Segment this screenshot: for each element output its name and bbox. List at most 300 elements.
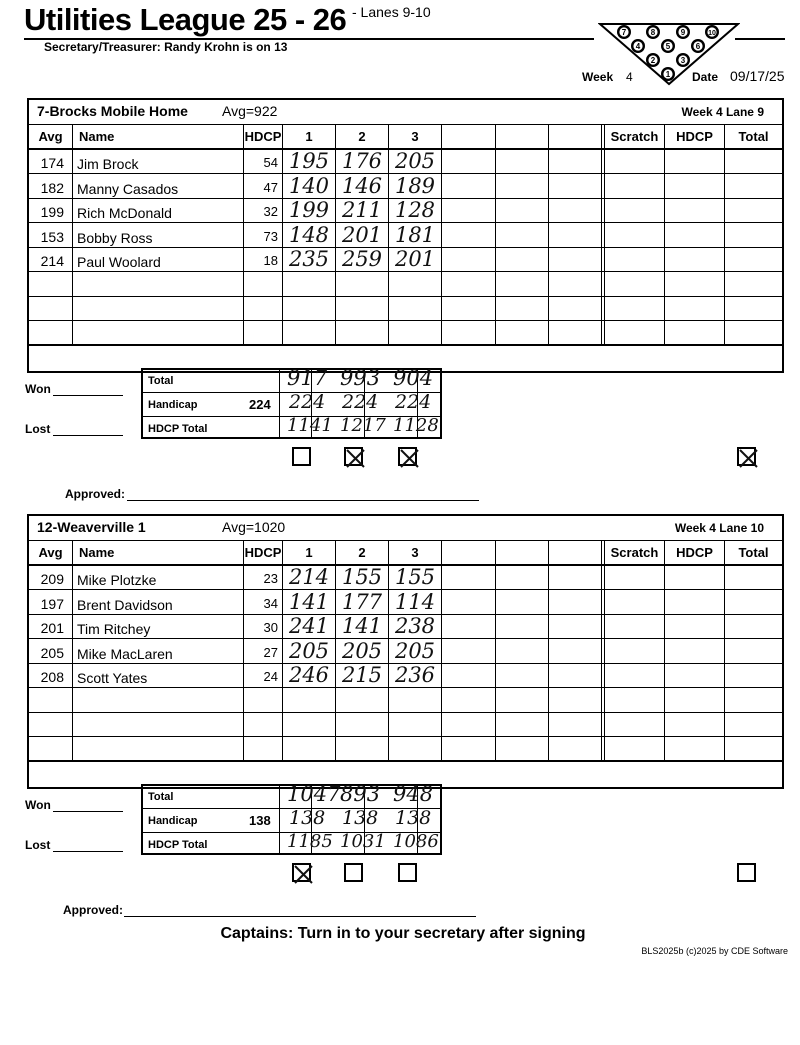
cell-e1 [441, 297, 495, 321]
bowler-row [29, 566, 782, 591]
column-header-hdcp: HDCP [243, 125, 282, 148]
cell-hdcp [243, 688, 282, 712]
column-header-row [29, 541, 782, 566]
game-score-3: 238 [388, 615, 441, 639]
league-title: Utilities League 25 - 26 [24, 2, 347, 37]
bowler-handicap: 23 [243, 566, 282, 590]
team-total-g2: 993 [340, 365, 381, 390]
cell-e3 [548, 297, 601, 321]
column-header-avg: Avg [38, 544, 63, 560]
bowler-average: 182 [40, 179, 64, 196]
team-handicap: 224 [249, 396, 271, 412]
week-value: 4 [626, 70, 633, 84]
bowler-average: 214 [40, 253, 64, 269]
totals-section [25, 781, 784, 917]
cell-hdcp_total [664, 615, 724, 639]
cell-scratch [604, 664, 664, 688]
cell-e3 [548, 737, 601, 760]
empty-row [29, 713, 782, 738]
team-handicap-g3: 224 [395, 390, 432, 413]
game-score-2: 177 [335, 590, 388, 614]
week-lane-label: Week 4 Lane 10 [674, 521, 764, 535]
secretary-note: Secretary/Treasurer: Randy Krohn is on 13 [44, 40, 288, 54]
game-score-1: 214 [282, 566, 335, 590]
column-header-total: Total [724, 125, 782, 148]
pin-triangle-icon [598, 22, 740, 86]
cell-e2 [495, 615, 548, 639]
handicap-label: Handicap [148, 814, 198, 827]
pin-number: 1 [665, 70, 671, 79]
team-handicap-g1: 138 [289, 806, 326, 829]
approved-label: Approved: [63, 902, 123, 917]
win-checkbox-total[interactable] [737, 863, 756, 882]
cell-e3 [548, 248, 601, 272]
cell-hdcp_total [664, 639, 724, 663]
totals-box [141, 365, 442, 439]
game-score-3: 236 [388, 664, 441, 688]
column-header-e3 [548, 125, 601, 148]
cell-g2 [335, 713, 388, 737]
team-handicap-g1: 224 [289, 390, 326, 413]
team-handicap-g2: 138 [342, 806, 379, 829]
cell-total [724, 150, 782, 174]
score-table [27, 514, 784, 789]
game-score-2: 155 [335, 566, 388, 590]
column-header-hdcp_total: HDCP [664, 125, 724, 148]
game-score-3: 205 [388, 150, 441, 174]
cell-g1 [282, 713, 335, 737]
cell-g1 [282, 272, 335, 296]
won-line [53, 811, 123, 812]
cell-g3 [388, 272, 441, 296]
cell-total [724, 223, 782, 247]
game-score-2: 176 [335, 150, 388, 174]
pin-number: 7 [621, 28, 627, 37]
cell-scratch [604, 590, 664, 614]
team-total-g1: 1047 [287, 781, 341, 806]
copyright-note: BLS2025b (c)2025 by CDE Software [641, 946, 788, 956]
pin-number: 6 [695, 42, 701, 51]
cell-hdcp_total [664, 150, 724, 174]
game-score-1: 235 [282, 248, 335, 272]
bowler-handicap: 73 [243, 223, 282, 247]
cell-g1 [282, 321, 335, 344]
cell-e2 [495, 713, 548, 737]
total-label: Total [148, 790, 174, 803]
cell-hdcp_total [664, 248, 724, 272]
cell-e2 [495, 199, 548, 223]
header-rule-right [735, 38, 785, 40]
cell-hdcp_total [664, 590, 724, 614]
game-score-3: 128 [388, 199, 441, 223]
cell-e1 [441, 737, 495, 760]
cell-total [724, 248, 782, 272]
totals-box [141, 781, 442, 855]
cell-e2 [495, 688, 548, 712]
column-header-g1: 1 [282, 541, 335, 564]
bowler-average: 197 [40, 595, 64, 612]
column-header-g3: 3 [388, 541, 441, 564]
team-average: Avg=1020 [222, 519, 286, 535]
cell-scratch [604, 199, 664, 223]
cell-e1 [441, 713, 495, 737]
cell-scratch [604, 150, 664, 174]
cell-e1 [441, 639, 495, 663]
cell-avg [29, 297, 72, 321]
lost-line [53, 435, 123, 436]
check-mark-icon [736, 446, 761, 471]
cell-total [724, 321, 782, 344]
bowler-row [29, 664, 782, 689]
column-header-scratch: Scratch [604, 125, 664, 148]
column-header-row [29, 125, 782, 150]
bowler-row [29, 223, 782, 248]
cell-e1 [441, 688, 495, 712]
divider [279, 370, 280, 437]
game-score-3: 189 [388, 174, 441, 198]
cell-e1 [441, 199, 495, 223]
cell-total [724, 566, 782, 590]
bowler-name: Brent Davidson [72, 590, 243, 614]
team-handicap-g2: 224 [342, 390, 379, 413]
won-line [53, 395, 123, 396]
cell-name [72, 272, 243, 296]
cell-e2 [495, 639, 548, 663]
lost-label: Lost [25, 837, 51, 852]
pin-number: 4 [635, 42, 641, 51]
team-hdcp-total-g3: 1128 [393, 414, 439, 436]
bowler-handicap: 54 [243, 150, 282, 174]
cell-e2 [495, 248, 548, 272]
game-score-2: 259 [335, 248, 388, 272]
game-score-1: 140 [282, 174, 335, 198]
total-label: Total [148, 374, 174, 387]
cell-hdcp [243, 321, 282, 344]
cell-total [724, 590, 782, 614]
cell-e2 [495, 150, 548, 174]
cell-avg [29, 321, 72, 344]
cell-e3 [548, 199, 601, 223]
cell-total [724, 615, 782, 639]
cell-scratch [604, 615, 664, 639]
team-hdcp-total-g1: 1185 [287, 830, 333, 852]
bowler-name: Scott Yates [72, 664, 243, 688]
empty-row [29, 737, 782, 762]
check-mark-icon [343, 446, 368, 471]
team-name: 7-Brocks Mobile Home [37, 103, 188, 119]
game-score-2: 141 [335, 615, 388, 639]
cell-e2 [495, 174, 548, 198]
cell-scratch [604, 272, 664, 296]
cell-e1 [441, 615, 495, 639]
cell-total [724, 174, 782, 198]
cell-avg [29, 713, 72, 737]
bowler-average: 201 [40, 620, 64, 636]
cell-e2 [495, 737, 548, 760]
game-score-2: 146 [335, 174, 388, 198]
game-score-1: 241 [282, 615, 335, 639]
win-checkbox-total[interactable] [737, 447, 756, 466]
cell-e3 [548, 150, 601, 174]
cell-e3 [548, 566, 601, 590]
cell-total [724, 639, 782, 663]
cell-name [72, 713, 243, 737]
cell-scratch [604, 223, 664, 247]
cell-avg [29, 688, 72, 712]
cell-g3 [388, 321, 441, 344]
cell-e1 [441, 272, 495, 296]
check-mark-icon [397, 446, 422, 471]
win-checkbox-g2[interactable] [344, 447, 363, 466]
cell-e3 [548, 639, 601, 663]
totals-section [25, 365, 784, 501]
column-header-e1 [441, 541, 495, 564]
cell-g2 [335, 737, 388, 760]
empty-row [29, 321, 782, 346]
team-handicap-g3: 138 [395, 806, 432, 829]
score-table [27, 98, 784, 373]
team-handicap: 138 [249, 812, 271, 828]
cell-g3 [388, 688, 441, 712]
cell-e2 [495, 664, 548, 688]
bowler-name: Jim Brock [72, 150, 243, 174]
cell-scratch [604, 297, 664, 321]
cell-scratch [604, 713, 664, 737]
bowler-handicap: 34 [243, 590, 282, 614]
cell-e2 [495, 297, 548, 321]
cell-hdcp_total [664, 688, 724, 712]
cell-e3 [548, 615, 601, 639]
cell-hdcp_total [664, 272, 724, 296]
lost-label: Lost [25, 421, 51, 436]
cell-scratch [604, 174, 664, 198]
team-hdcp-total-g2: 1031 [340, 830, 386, 852]
win-checkbox-g1[interactable] [292, 447, 311, 466]
cell-hdcp [243, 737, 282, 760]
cell-e2 [495, 566, 548, 590]
cell-e1 [441, 321, 495, 344]
approved-signature-line[interactable] [127, 500, 479, 501]
approved-signature-line[interactable] [124, 916, 476, 917]
game-score-2: 215 [335, 664, 388, 688]
bowler-average: 153 [40, 228, 64, 245]
cell-hdcp [243, 713, 282, 737]
game-score-1: 205 [282, 639, 335, 663]
cell-total [724, 737, 782, 760]
column-header-name: Name [72, 541, 243, 564]
cell-e3 [548, 223, 601, 247]
cell-avg [29, 737, 72, 760]
cell-g1 [282, 297, 335, 321]
column-header-e1 [441, 125, 495, 148]
hdcp-total-label: HDCP Total [148, 422, 208, 435]
bowler-row [29, 199, 782, 224]
bowler-row [29, 615, 782, 640]
cell-total [724, 297, 782, 321]
bowler-name: Mike MacLaren [72, 639, 243, 663]
column-header-g3: 3 [388, 125, 441, 148]
pin-number: 9 [680, 28, 686, 37]
cell-name [72, 688, 243, 712]
pin-number: 3 [680, 56, 686, 65]
cell-e2 [495, 223, 548, 247]
cell-e3 [548, 590, 601, 614]
bowler-name: Tim Ritchey [72, 615, 243, 639]
game-score-3: 205 [388, 639, 441, 663]
bowler-name: Manny Casados [72, 174, 243, 198]
team-total-g3: 904 [393, 365, 434, 390]
column-header-e2 [495, 541, 548, 564]
cell-e2 [495, 590, 548, 614]
cell-total [724, 272, 782, 296]
column-header-avg: Avg [38, 128, 63, 144]
team-hdcp-total-g1: 1141 [287, 414, 333, 436]
cell-hdcp [243, 272, 282, 296]
empty-row [29, 272, 782, 297]
captains-instruction: Captains: Turn in to your secretary after signing [220, 925, 586, 942]
cell-scratch [604, 566, 664, 590]
column-header-g2: 2 [335, 125, 388, 148]
cell-e3 [548, 272, 601, 296]
team-total-g2: 893 [340, 781, 381, 806]
week-lane-label: Week 4 Lane 9 [681, 105, 764, 119]
cell-name [72, 737, 243, 760]
bowler-average: 208 [40, 669, 64, 685]
pin-number: 2 [650, 56, 656, 65]
cell-e3 [548, 688, 601, 712]
team-total-g1: 917 [287, 365, 328, 390]
game-score-1: 141 [282, 590, 335, 614]
cell-hdcp_total [664, 664, 724, 688]
cell-e1 [441, 664, 495, 688]
cell-g2 [335, 688, 388, 712]
cell-hdcp_total [664, 297, 724, 321]
game-score-3: 114 [388, 590, 441, 614]
cell-hdcp_total [664, 737, 724, 760]
divider [279, 786, 280, 853]
game-score-1: 246 [282, 664, 335, 688]
team-hdcp-total-g2: 1217 [340, 414, 386, 436]
column-header-e2 [495, 125, 548, 148]
team-header [29, 516, 782, 541]
empty-row [29, 297, 782, 322]
lanes-label: - Lanes 9-10 [352, 4, 431, 20]
cell-hdcp [243, 297, 282, 321]
team-average: Avg=922 [222, 103, 278, 119]
game-score-3: 201 [388, 248, 441, 272]
cell-hdcp_total [664, 199, 724, 223]
cell-name [72, 321, 243, 344]
cell-g2 [335, 321, 388, 344]
team-hdcp-total-g3: 1086 [393, 830, 439, 852]
column-header-e3 [548, 541, 601, 564]
bowler-average: 209 [40, 571, 64, 587]
bowler-handicap: 30 [243, 615, 282, 639]
lost-line [53, 851, 123, 852]
game-score-3: 155 [388, 566, 441, 590]
cell-e3 [548, 664, 601, 688]
game-score-2: 205 [335, 639, 388, 663]
cell-g2 [335, 297, 388, 321]
cell-total [724, 688, 782, 712]
cell-scratch [604, 639, 664, 663]
bowler-row [29, 150, 782, 175]
cell-g2 [335, 272, 388, 296]
bowler-row [29, 639, 782, 664]
bowler-row [29, 590, 782, 615]
handicap-label: Handicap [148, 398, 198, 411]
cell-total [724, 664, 782, 688]
cell-e3 [548, 713, 601, 737]
bowler-handicap: 18 [243, 248, 282, 272]
bowler-handicap: 32 [243, 199, 282, 223]
bowler-row [29, 174, 782, 199]
cell-e3 [548, 321, 601, 344]
empty-row [29, 688, 782, 713]
cell-e1 [441, 223, 495, 247]
check-mark-icon [291, 862, 316, 887]
pin-number: 8 [650, 28, 656, 37]
cell-g1 [282, 688, 335, 712]
cell-scratch [604, 737, 664, 760]
cell-g3 [388, 713, 441, 737]
team-header [29, 100, 782, 125]
win-checkbox-g3[interactable] [398, 447, 417, 466]
cell-hdcp_total [664, 566, 724, 590]
cell-avg [29, 272, 72, 296]
cell-g3 [388, 737, 441, 760]
cell-total [724, 713, 782, 737]
cell-e2 [495, 321, 548, 344]
bowler-name: Rich McDonald [72, 199, 243, 223]
cell-hdcp_total [664, 713, 724, 737]
cell-total [724, 199, 782, 223]
game-score-1: 195 [282, 150, 335, 174]
date-label: Date [692, 70, 719, 84]
cell-scratch [604, 248, 664, 272]
won-label: Won [25, 797, 51, 812]
cell-e1 [441, 566, 495, 590]
team-name: 12-Weaverville 1 [37, 519, 146, 535]
win-checkbox-g1[interactable] [292, 863, 311, 882]
bowler-handicap: 24 [243, 664, 282, 688]
cell-scratch [604, 321, 664, 344]
cell-g1 [282, 737, 335, 760]
bowler-name: Bobby Ross [72, 223, 243, 247]
cell-g3 [388, 297, 441, 321]
cell-e1 [441, 248, 495, 272]
bowler-handicap: 47 [243, 174, 282, 198]
game-score-1: 199 [282, 199, 335, 223]
bowler-average: 174 [40, 155, 64, 171]
win-checkbox-g3[interactable] [398, 863, 417, 882]
date-value: 09/17/25 [730, 68, 785, 84]
game-score-1: 148 [282, 223, 335, 247]
won-label: Won [25, 381, 51, 396]
column-header-hdcp_total: HDCP [664, 541, 724, 564]
cell-e1 [441, 150, 495, 174]
cell-e3 [548, 174, 601, 198]
column-header-hdcp: HDCP [243, 541, 282, 564]
cell-e1 [441, 590, 495, 614]
column-header-total: Total [724, 541, 782, 564]
win-checkbox-g2[interactable] [344, 863, 363, 882]
week-label: Week [582, 70, 614, 84]
bowler-handicap: 27 [243, 639, 282, 663]
column-header-g1: 1 [282, 125, 335, 148]
game-score-2: 201 [335, 223, 388, 247]
game-score-2: 211 [335, 199, 388, 223]
